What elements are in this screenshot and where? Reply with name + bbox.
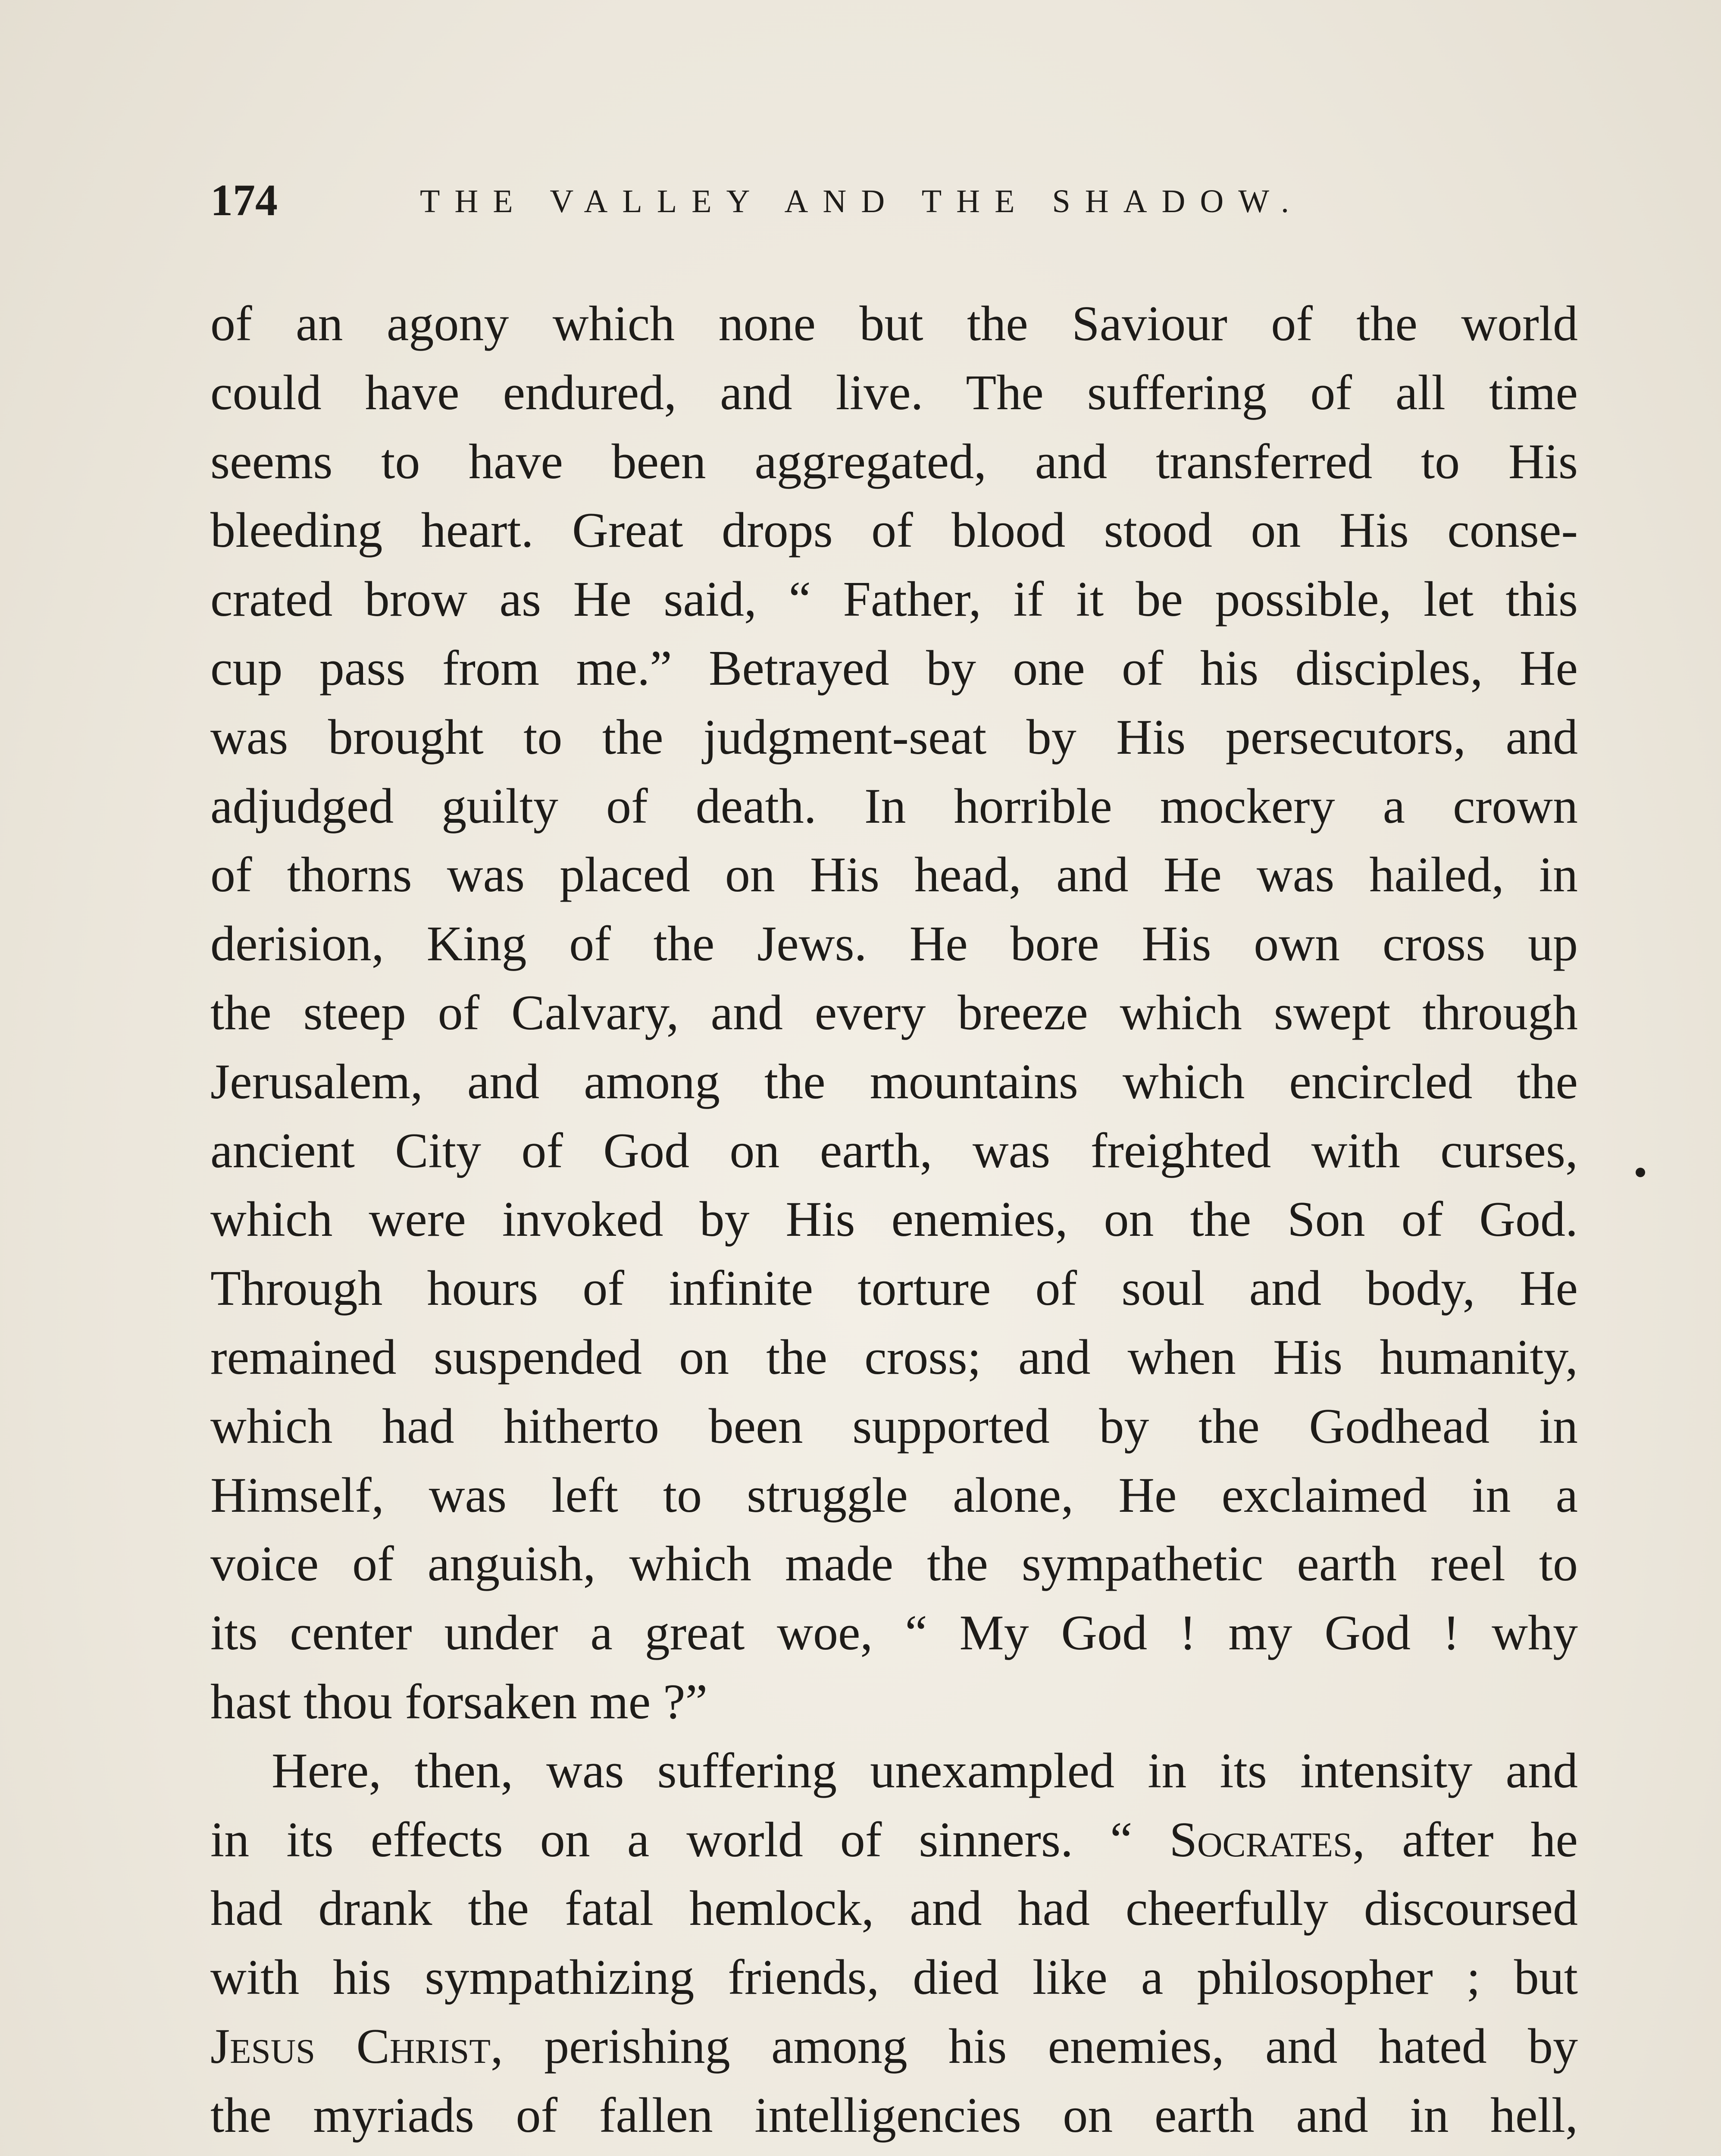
page-number: 174 bbox=[210, 175, 278, 225]
text-line: bleeding heart. Great drops of blood stood on His conse- bbox=[210, 503, 1578, 558]
page-header bbox=[210, 172, 1581, 229]
text-line: ancient City of God on earth, was freighted with curses, bbox=[210, 1123, 1578, 1178]
text-line: which were invoked by His enemies, on the Son of God. bbox=[210, 1192, 1578, 1247]
text-line: seems to have been aggregated, and transferred to His bbox=[210, 434, 1578, 489]
text-line: remained suspended on the cross; and when His humanity, bbox=[210, 1329, 1578, 1385]
text-line: Himself, was left to struggle alone, He exclaimed in a bbox=[210, 1467, 1578, 1523]
paragraph-2 bbox=[210, 1737, 1578, 2156]
text-line: adjudged guilty of death. In horrible mockery a crown bbox=[210, 778, 1578, 834]
text-line: with his sympathizing friends, died like a philosopher ; but bbox=[210, 1950, 1578, 2006]
text-line bbox=[210, 1806, 1578, 1875]
text-line: crated brow as He said, “ Father, if it be possible, let this bbox=[210, 572, 1578, 627]
text-line: Through hours of infinite torture of soul and body, He bbox=[210, 1261, 1578, 1316]
text-line bbox=[210, 2150, 1578, 2156]
text-line: the myriads of fallen intelligencies on earth and in hell, bbox=[210, 2087, 1578, 2143]
text-line: could have endured, and live. The suffering of all time bbox=[210, 365, 1578, 420]
text-segment: , after he bbox=[1352, 1812, 1578, 1868]
name-jesus-christ: Jesus Christ bbox=[210, 2018, 491, 2074]
text-line: Here, then, was suffering unexampled in its intensity and bbox=[272, 1743, 1578, 1799]
text-segment: , perishing among his enemies, and hated by bbox=[490, 2018, 1578, 2074]
name-socrates: Socrates bbox=[1169, 1812, 1353, 1868]
text-line: of an agony which none but the Saviour of the world bbox=[210, 296, 1578, 351]
text-line: was brought to the judgment-seat by His persecutors, and bbox=[210, 709, 1578, 765]
text-line: cup pass from me.” Betrayed by one of his disciples, He bbox=[210, 640, 1578, 696]
text-line: which had hitherto been supported by the Godhead in bbox=[210, 1398, 1578, 1454]
text-line: voice of anguish, which made the sympathetic earth reel to bbox=[210, 1536, 1578, 1592]
text-line: derision, King of the Jews. He bore His own cross up bbox=[210, 916, 1578, 972]
text-line: of thorns was placed on His head, and He was hailed, in bbox=[210, 847, 1578, 903]
text-line: Jerusalem, and among the mountains which encircled the bbox=[210, 1054, 1578, 1109]
paragraph-1 bbox=[210, 290, 1578, 1737]
text-line: had drank the fatal hemlock, and had cheerfully discoursed bbox=[210, 1881, 1578, 1937]
ink-dot bbox=[1636, 1168, 1645, 1177]
running-head: THE VALLEY AND THE SHADOW. bbox=[420, 183, 1304, 219]
body-text bbox=[210, 290, 1578, 2156]
text-line bbox=[210, 2012, 1578, 2081]
text-line: hast thou forsaken me ?” bbox=[210, 1674, 708, 1730]
text-segment: in its effects on a world of sinners. “ bbox=[210, 1812, 1170, 1868]
text-line: its center under a great woe, “ My God ! my God ! why bbox=[210, 1605, 1578, 1661]
text-line: the steep of Calvary, and every breeze which swept through bbox=[210, 985, 1578, 1040]
